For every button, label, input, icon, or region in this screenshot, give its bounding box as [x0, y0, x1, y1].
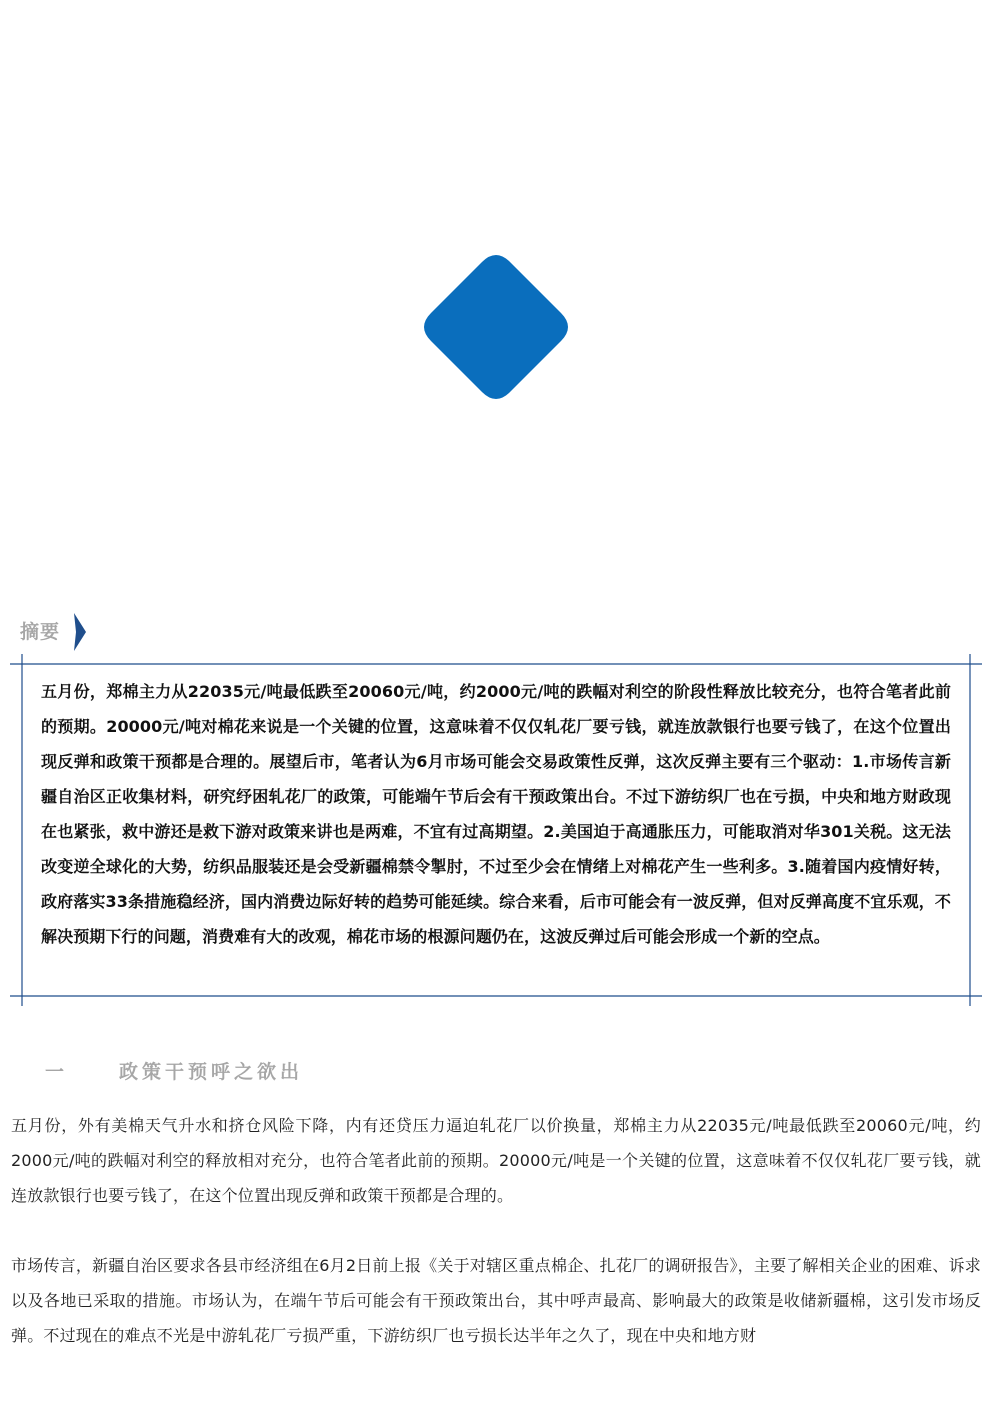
chevron-right-icon	[74, 613, 88, 651]
blue-rounded-diamond-icon	[421, 252, 571, 402]
section-number: 一	[45, 1060, 65, 1083]
logo-area	[0, 0, 992, 600]
abstract-text: 五月份，郑棉主力从22035元/吨最低跌至20060元/吨，约2000元/吨的跌幅对利空的阶段性释放比较充分，也符合笔者此前的预期。20000元/吨对棉花来说是一个关键的位置，这意味着不仅仅轧花厂要亏钱，就连放款银行也要亏钱了，在这个位置出现反弹和政策干预都是合理的。展望后市，笔者认为6月市场可能会交易政策性反弹，这次反弹主要有三个驱动：1.市场传言新疆自治区正收集材料，研究纾困轧花厂的政策，可能端午节后会有干预政策出台。不过下游纺织厂也在亏损，中央和地方财政现在也紧张，救中游还是救下游对政策来讲也是两难，不宜有过高期望。2.美国迫于高通胀压力，可能取消对华301关税。这无法改变逆全球化的大势，纺织品服装还是会受新疆棉禁令掣肘，不过至少会在情绪上对棉花产生一些利多。3.随着国内疫情好转，政府落实33条措施稳经济，国内消费边际好转的趋势可能延续。综合来看，后市可能会有一波反弹，但对反弹高度不宜乐观，不解决预期下行的问题，消费难有大的改观，棉花市场的根源问题仍在，这波反弹过后可能会形成一个新的空点。	[41, 682, 951, 946]
body-paragraph: 五月份，外有美棉天气升水和挤仓风险下降，内有还贷压力逼迫轧花厂以价换量，郑棉主力从22035元/吨最低跌至20060元/吨，约2000元/吨的跌幅对利空的释放相对充分，也符合笔者此前的预期。20000元/吨是一个关键的位置，这意味着不仅仅轧花厂要亏钱，就连放款银行也要亏钱了，在这个位置出现反弹和政策干预都是合理的。	[11, 1116, 981, 1205]
section-heading	[45, 1053, 303, 1087]
section-title: 政策干预呼之欲出	[119, 1060, 304, 1083]
abstract-heading-label: 摘要	[20, 620, 61, 643]
abstract-box	[0, 654, 992, 1006]
abstract-heading	[20, 612, 88, 652]
body-paragraph: 市场传言，新疆自治区要求各县市经济组在6月2日前上报《关于对辖区重点棉企、扎花厂的调研报告》，主要了解相关企业的困难、诉求以及各地已采取的措施。市场认为，在端午节后可能会有干预政策出台，其中呼声最高、影响最大的政策是收储新疆棉，这引发市场反弹。不过现在的难点不光是中游轧花厂亏损严重，下游纺织厂也亏损长达半年之久了，现在中央和地方财	[11, 1256, 981, 1345]
